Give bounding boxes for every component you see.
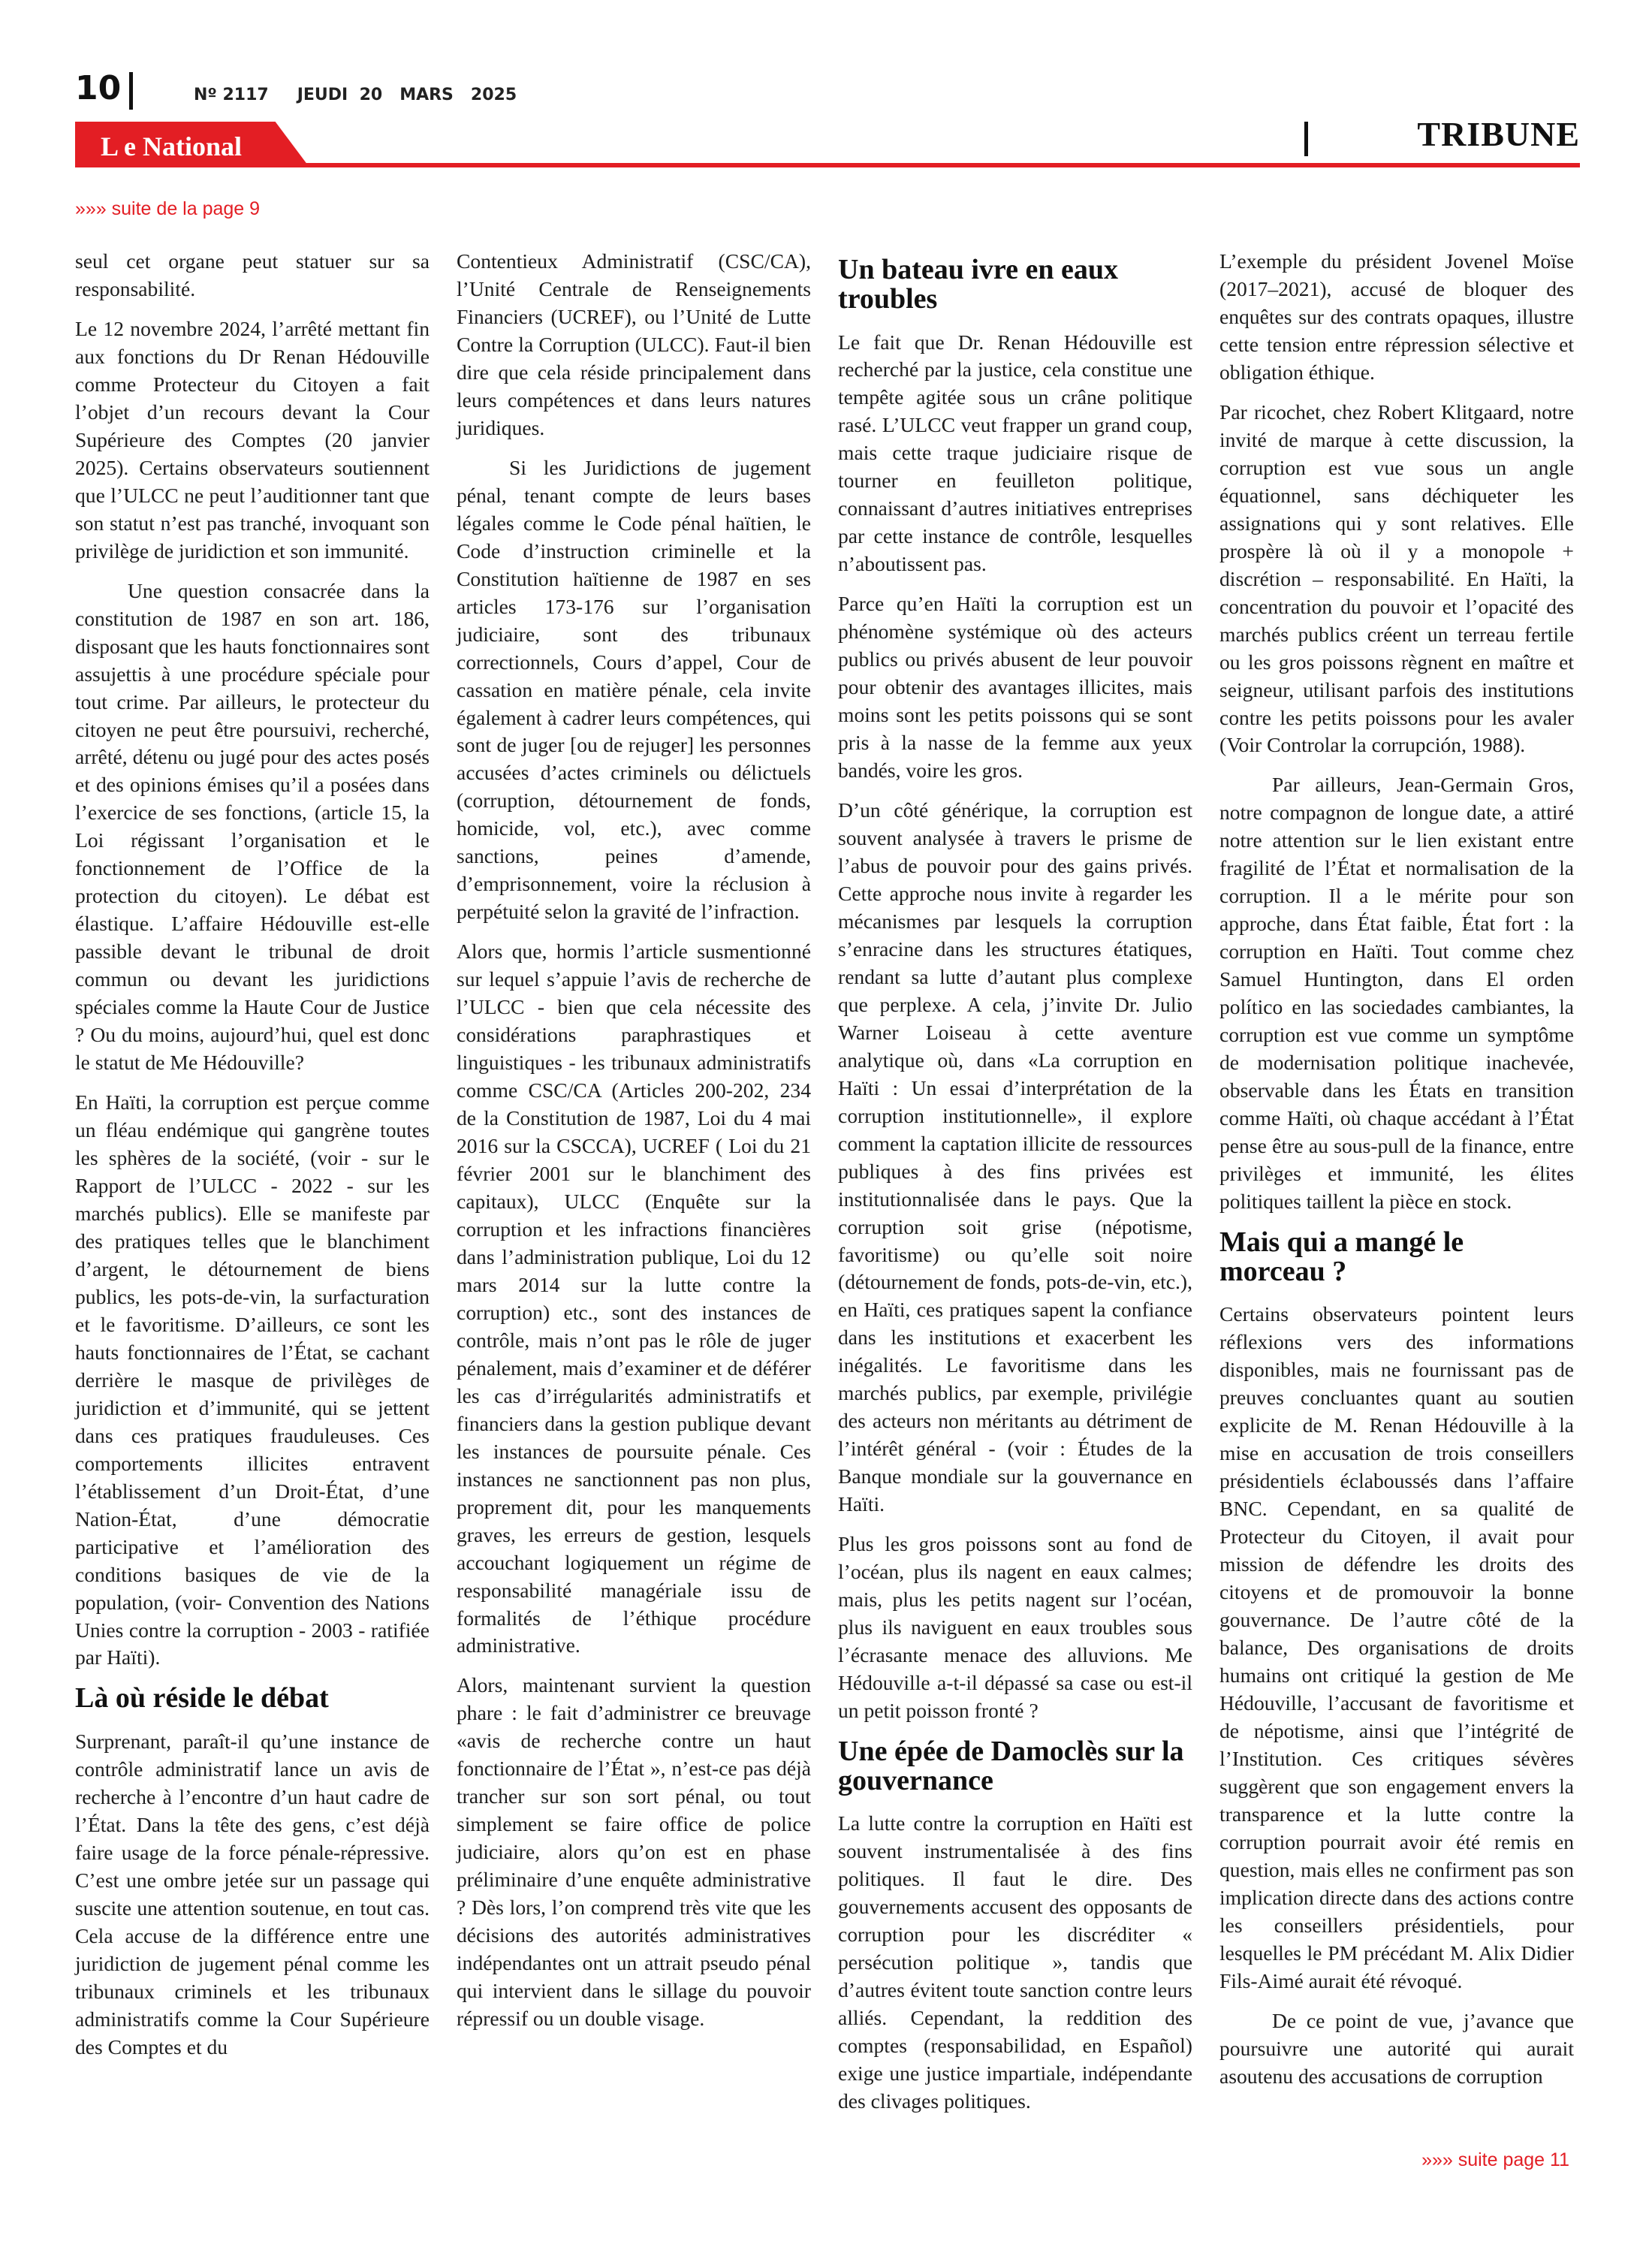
article-paragraph: D’un côté générique, la corruption est souvent analysée à travers le prisme de l’abus de pouvoir pour des gains privés. Cette approche nous invite à regarder les mécanismes par lesquels la corruption s’enracine dans les structures étatiques, rendant sa lutte d’autant plus complexe que perplexe. A cela, j’invite Dr. Julio Warner Loiseau à cette aventure analytique où, dans «La corruption en Haïti : Un essai d’interprétation de la corruption institutionnelle», il explore comment la captation illicite de ressources publiques à des fins privées est institutionnalisée dans le pays. Que la corruption soit grise (népotisme, favoritisme) ou qu’elle soit noire (détournement de fonds, pots-de-vin, etc.), en Haïti, ces pratiques sapent la confiance dans les institutions et exacerbent les inégalités. Le favoritisme dans les marchés publics, par exemple, privilégie des acteurs non méritants au détriment de l’intérêt général - (voir : Études de la Banque mondiale sur la gouvernance en Haïti.	[838, 798, 1192, 1516]
continued-to-note: »»» suite page 11	[1421, 2149, 1569, 2170]
article-paragraph: Alors, maintenant survient la question phare : le fait d’administrer ce breuvage «avis de recherche contre un haut fonctionnaire de l’État », n’est-ce pas déjà trancher sur son sort pénal, ou tout simplement se faire office de police judiciaire, alors qu’on est en phase préliminaire d’une enquête administrative ? Dès lors, l’on comprend très vite que les décisions des autorités administratives indépendantes ont un attrait pseudo pénal qui intervient dans le sillage du pouvoir répressif ou un double visage.	[457, 1673, 811, 2031]
section-heading: Mais qui a mangé le morceau ?	[1219, 1226, 1464, 1287]
article-paragraph: seul cet organe peut statuer sur sa responsabilité.	[75, 249, 430, 300]
article-paragraph: Parce qu’en Haïti la corruption est un phénomène systémique où des acteurs publics ou privés abusent de leur pouvoir pour obtenir des avantages illicites, mais moins sont les petits poissons qui se sont pris à la nasse de la femme aux yeux bandés, voire les gros.	[838, 592, 1192, 783]
article-paragraph: En Haïti, la corruption est perçue comme un fléau endémique qui gangrène toutes les sphères de la société, (voir - sur le Rapport de l’ULCC - 2022 - sur les marchés publics). Elle se manifeste par des pratiques telles que le blanchiment d’argent, le détournement de biens publics, les pots-de-vin, la surfacturation et le favoritisme. D’ailleurs, ce sont les hauts fonctionnaires de l’État, se cachant derrière le masque de privilèges de juridiction et d’immunité, qui se jettent dans ces pratiques frauduleuses. Ces comportements illicites entravent l’établissement d’un Droit-État, d’une Nation-État, d’une démocratie participative et l’amélioration des conditions basiques de vie de la population, (voir- Convention des Nations Unies contre la corruption - 2003 - ratifiée par Haïti).	[75, 1090, 430, 1669]
issue-day: JEUDI	[297, 86, 348, 104]
article-paragraph: Surprenant, paraît-il qu’une instance de contrôle administratif lance un avis de recherche à l’encontre d’un haut cadre de l’État. Dans la tête des gens, c’est déjà faire usage de la force pénale-répressive. C’est une ombre jetée sur un passage qui suscite une attention soutenue, en tout cas. Cela accuse de la différence entre une juridiction de jugement pénal comme les tribunaux criminels et les tribunaux administratifs comme la Cour Supérieure des Comptes et du	[75, 1730, 430, 2058]
continued-from-note: »»» suite de la page 9	[75, 198, 261, 219]
article-column-3	[838, 248, 1192, 2128]
article-paragraph: Alors que, hormis l’article susmentionné sur lequel s’appuie l’avis de recherche de l’ULCC - bien que cela nécessite des considérations paraphrastiques et linguistiques - les tribunaux administratifs comme CSC/CA (Articles 200-202, 234 de la Constitution de 1987, Loi du 4 mai 2016 sur la CSCCA), UCREF ( Loi du 21 février 2001 sur le blanchiment des capitaux), ULCC (Enquête sur la corruption et les infractions financières dans l’administration publique, Loi du 12 mars 2014 sur la lutte contre la corruption) etc., sont des instances de contrôle, mais n’ont pas le rôle de juger pénalement, mais d’examiner et de déférer les cas d’irrégularités administratifs et financiers dans la gestion publique devant les instances de poursuite pénale. Ces instances ne sanctionnent pas non plus, proprement dit, pour les manquements graves, les erreurs de gestion, lesquels accouchant logiquement un régime de responsabilité managériale issu de formalités de l’éthique procédure administrative.	[457, 940, 811, 1657]
article-paragraph: Par ailleurs, Jean-Germain Gros, notre compagnon de longue date, a attiré notre attention sur le lien existant entre fragilité de l’État et normalisation de la corruption. Il a le mérite pour son approche, dans État faible, État fort : la corruption en Haïti. Tout comme chez Samuel Huntington, dans El orden político en las sociedades cambiantes, la corruption est vue comme un symptôme de modernisation politique inachevée, observable dans les États en transition comme Haïti, où chaque accédant à l’État pense être au sous-pull de la finance, entre privilèges et immunité, les élites politiques taillent la pièce en stock.	[1219, 773, 1574, 1213]
section-heading: Un bateau ivre en eaux troubles	[838, 254, 1118, 315]
article-paragraph: Par ricochet, chez Robert Klitgaard, notre invité de marque à cette discussion, la corruption est vue sous un angle équationnel, sans déchiqueter les assignations qui y sont relatives. Elle prospère là où il y a monopole + discrétion – responsabilité. En Haïti, la concentration du pouvoir et l’opacité des marchés publics créent un terreau fertile ou les gros poissons règnent en maître et seigneur, utilisant parfois des institutions contre les petits poissons pour les avaler (Voir Controlar la corrupción, 1988).	[1219, 400, 1574, 757]
article-paragraph: Plus les gros poissons sont au fond de l’océan, plus ils nagent en eaux calmes; mais, plus les petits nagent sur l’océan, plus ils naviguent en eaux troubles sous l’écrasante menace des alluvions. Me Hédouville a-t-il dépassé sa case ou est-il un petit poisson fronté ?	[838, 1532, 1192, 1722]
issue-month: MARS	[399, 86, 454, 104]
article-column-4	[1219, 248, 1574, 2103]
article-paragraph: Si les Juridictions de jugement pénal, tenant compte de leurs bases légales comme le Code pénal haïtien, le Code d’instruction criminelle et la Constitution haïtienne de 1987 en ses articles 173-176 sur l’organisation judiciaire, sont des tribunaux correctionnels, Cours d’appel, Cour de cassation en matière pénale, cela invite également à cadrer leurs compétences, qui sont de juger [ou de rejuger] les personnes accusées d’actes criminels ou délictuels (corruption, détournement de fonds, homicide, vol, etc.), avec comme sanctions, peines d’amende, d’emprisonnement, voire la réclusion à perpétuité selon la gravité de l’infraction.	[457, 455, 811, 924]
section-divider	[1304, 122, 1308, 156]
header-red-rule	[75, 163, 1580, 167]
article-paragraph: Certains observateurs pointent leurs réflexions vers des informations disponibles, mais ne fournissant pas de preuves concluantes quant au soutien explicite de M. Renan Hédouville à la mise en accusation de trois conseillers présidentiels éclaboussés dans l’affaire BNC. Cependant, en sa qualité de Protecteur du Citoyen, il avait pour mission de défendre les droits des citoyens et de promouvoir la bonne gouvernance. De l’autre côté de la balance, Des organisations de droits humains ont critiqué la gestion de Me Hédouville, l’accusant de favoritisme et de népotisme, ainsi que l’intégrité de l’Institution. Ces critiques sévères suggèrent que son engagement envers la transparence et la lutte contre la corruption pourrait avoir été remis en question, mais elles ne confirment pas son implication directe dans des actions contre les conseillers présidentiels, pour lesquelles le PM précédant M. Alix Didier Fils-Aimé aurait été révoqué.	[1219, 1302, 1574, 1992]
issue-date-day: 20	[359, 86, 383, 104]
issue-date	[297, 86, 517, 104]
article-column-2	[457, 248, 811, 2045]
page-number: 10	[75, 69, 122, 107]
page-number-divider	[129, 72, 133, 110]
article-paragraph: Le fait que Dr. Renan Hédouville est recherché par la justice, cela constitue une tempête agitée sous un crâne politique rasé. L’ULCC veut frapper un grand coup, mais cette traque judiciaire risque de tourner en feuilleton politique, connaissant d’autres initiatives entreprises par cette instance de contrôle, lesquelles n’aboutissent pas.	[838, 330, 1192, 576]
article-paragraph: La lutte contre la corruption en Haïti est souvent instrumentalisée à des fins politiques. Il faut le dire. Des gouvernements accusent des opposants de corruption pour les discréditer « persécution politique », tandis que d’autres évitent toute sanction contre leurs alliés. Cependant, la reddition des comptes (responsabilidad, en Español) exige une justice impartiale, indépendante des clivages politiques.	[838, 1811, 1192, 2113]
issue-year: 2025	[470, 86, 517, 104]
article-paragraph: L’exemple du président Jovenel Moïse (2017–2021), accusé de bloquer des enquêtes sur des contrats opaques, illustre cette tension entre répression sélective et obligation éthique.	[1219, 249, 1574, 384]
issue-info	[194, 86, 517, 104]
issue-number: Nº 2117	[194, 86, 269, 104]
article-column-1	[75, 248, 430, 2074]
article-paragraph: De ce point de vue, j’avance que poursuivre une autorité qui aurait asoutenu des accusations de corruption	[1219, 2008, 1574, 2088]
article-paragraph: Contentieux Administratif (CSC/CA), l’Unité Centrale de Renseignements Financiers (UCREF), ou l’Unité de Lutte Contre la Corruption (ULCC). Faut-il bien dire que cela réside principalement dans leurs compétences et dans leurs natures juridiques.	[457, 249, 811, 439]
publication-name: L e National	[101, 131, 243, 161]
section-title: TRIBUNE	[1417, 115, 1580, 153]
article-paragraph: Le 12 novembre 2024, l’arrêté mettant fin aux fonctions du Dr Renan Hédouville comme Protecteur du Citoyen a fait l’objet d’un recours devant la Cour Supérieure des Comptes (20 janvier 2025). Certains observateurs soutiennent que l’ULCC ne peut l’auditionner tant que son statut n’est pas tranché, invoquant son privilège de juridiction et son immunité.	[75, 316, 430, 562]
section-heading: Une épée de Damoclès sur la gouvernance	[838, 1735, 1184, 1796]
article-paragraph: Une question consacrée dans la constitution de 1987 en son art. 186, disposant que les hauts fonctionnaires sont assujettis à une procédure spéciale pour tout crime. Par ailleurs, le protecteur du citoyen ne peut être poursuivi, recherché, arrêté, détenu ou jugé pour des actes posés et des opinions émises qu’il a posées dans l’exercice de ses fonctions, (article 15, la Loi régissant l’organisation et le fonctionnement de l’Office de la protection du citoyen). Le débat est élastique. L’affaire Hédouville est-elle passible devant le tribunal de droit commun ou devant les juridictions spéciales comme la Haute Cour de Justice ? Ou du moins, aujourd’hui, quel est donc le statut de Me Hédouville?	[75, 578, 430, 1075]
section-heading: Là où réside le débat	[75, 1682, 329, 1715]
